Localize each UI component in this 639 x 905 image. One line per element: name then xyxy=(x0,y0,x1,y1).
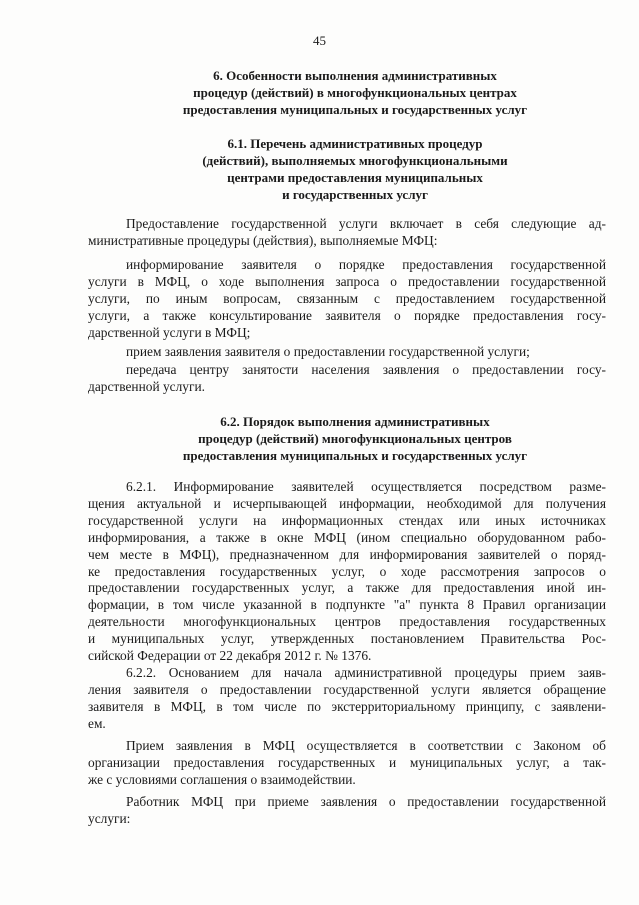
heading-line: 6. Особенности выполнения административных xyxy=(213,68,497,83)
text-line: и муниципальных услуг, утвержденных постановлением Правительства Рос- xyxy=(88,631,606,647)
heading-line: процедур (действий) в многофункциональных центрах xyxy=(193,85,517,100)
text-line: государственной услуги на информационных стендах или иных источниках xyxy=(88,512,606,528)
heading-line: (действий), выполняемых многофункциональными xyxy=(202,153,508,168)
section-6-heading xyxy=(80,67,630,118)
heading-line: процедур (действий) многофункциональных центров xyxy=(198,431,512,446)
heading-line: предоставления муниципальных и государственных услуг xyxy=(182,448,528,463)
text-line: заявителя в МФЦ, в том числе по экстерриториальному принципу, с заявлени- xyxy=(88,698,606,714)
text-line: 6.2.1. Информирование заявителей осуществляется посредством разме- xyxy=(126,479,606,494)
text-line: Прием заявления в МФЦ осуществляется в соответствии с Законом об xyxy=(126,738,606,753)
text-line: услуги, по иным вопросам, связанным с предоставлением государственной xyxy=(88,290,606,306)
text-line: Предоставление государственной услуги включает в себя следующие ад- xyxy=(126,216,606,231)
paragraph-transfer xyxy=(88,362,606,396)
paragraph-reception xyxy=(88,344,606,361)
paragraph-worker xyxy=(88,794,606,828)
section-6-2-heading xyxy=(80,413,630,464)
text-line: деятельности многофункциональных центров предоставления государственных xyxy=(88,614,606,630)
text-line: дарственной услуги. xyxy=(88,378,205,394)
text-line: формации, в том числе указанной в подпункте "а" пункта 8 Правил организации xyxy=(88,597,606,613)
text-line: информирования, а также в окне МФЦ (ином специально оборудованном рабо- xyxy=(88,529,606,545)
heading-line: 6.2. Порядок выполнения административных xyxy=(220,414,490,429)
text-line: организации предоставления государственных и муниципальных услуг, а так- xyxy=(88,754,606,770)
text-line: дарственной услуги в МФЦ; xyxy=(88,324,251,340)
paragraph-reception-law xyxy=(88,738,606,789)
text-line: передача центру занятости населения заявления о предоставлении госу- xyxy=(126,362,606,377)
paragraph-6-2-2 xyxy=(88,665,606,733)
text-line: ления заявителя о предоставлении государственной услуги является обращение xyxy=(88,681,606,697)
heading-line: предоставления муниципальных и государственных услуг xyxy=(182,102,528,117)
text-line: прием заявления заявителя о предоставлении государственной услуги; xyxy=(126,344,530,359)
text-line: сийской Федерации от 22 декабря 2012 г. № 1376. xyxy=(88,648,372,664)
text-line: услуги, а также консультирование заявителя о порядке предоставления госу- xyxy=(88,307,606,323)
text-line: услуги: xyxy=(88,810,131,826)
text-line: предоставлении государственных услуг, а также для предоставления иной ин- xyxy=(88,580,606,596)
page-number: 45 xyxy=(313,33,326,48)
heading-line: 6.1. Перечень административных процедур xyxy=(227,136,483,151)
text-line: ем. xyxy=(88,715,106,731)
section-6-1-heading xyxy=(80,135,630,203)
paragraph-services-intro xyxy=(88,216,606,250)
paragraph-informing xyxy=(88,257,606,342)
heading-line: центрами предоставления муниципальных xyxy=(227,170,483,185)
text-line: чем месте в МФЦ), предназначенном для информирования заявителей о поряд- xyxy=(88,546,606,562)
heading-line: и государственных услуг xyxy=(282,187,428,202)
text-line: информирование заявителя о порядке предоставления государственной xyxy=(126,257,606,272)
text-line: ке предоставления государственных услуг, о ходе рассмотрения запросов о xyxy=(88,563,606,579)
text-line: 6.2.2. Основанием для начала административной процедуры прием заяв- xyxy=(126,665,606,680)
text-line: министративные процедуры (действия), выполняемые МФЦ: xyxy=(88,232,438,248)
text-line: Работник МФЦ при приеме заявления о предоставлении государственной xyxy=(126,794,606,809)
text-line: же с условиями соглашения о взаимодействии. xyxy=(88,771,356,787)
paragraph-6-2-1 xyxy=(88,479,606,665)
text-line: услуги в МФЦ, о ходе выполнения запроса о предоставлении государственной xyxy=(88,273,606,289)
text-line: щения актуальной и исчерпывающей информации, необходимой для получения xyxy=(88,495,606,511)
